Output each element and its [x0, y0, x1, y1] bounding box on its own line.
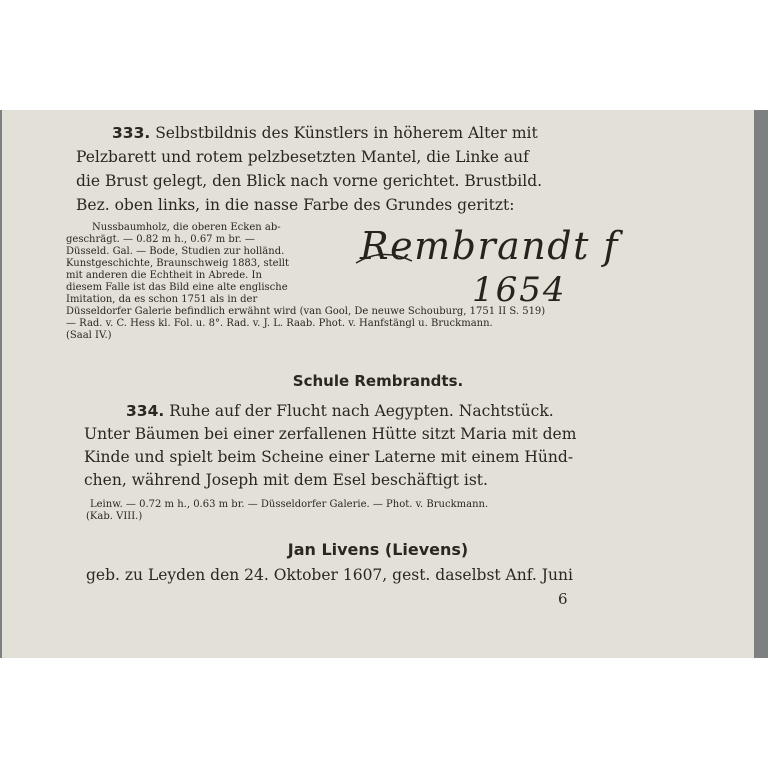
entry-334-line-1	[126, 400, 656, 422]
entry-333-line-2: Pelzbarett und rotem pelzbesetzten Mantel, die Linke auf	[76, 148, 529, 166]
entry-333-note: Düsseld. Gal. — Bode, Studien zur holländ.	[66, 246, 285, 257]
signature-year: 1654	[472, 270, 567, 307]
entry-334-line-4: chen, während Joseph mit dem Esel beschäftigt ist.	[84, 471, 488, 489]
entry-333-note: geschrägt. — 0.82 m h., 0.67 m br. —	[66, 234, 255, 245]
page-number: 6	[558, 590, 568, 608]
entry-333-note: diesem Falle ist das Bild eine alte englische	[66, 282, 288, 293]
section-heading-livens: Jan Livens (Lievens)	[287, 540, 469, 559]
entry-333-title: Selbstbildnis des Künstlers in höherem Alter mit	[155, 124, 538, 142]
entry-333-note: — Rad. v. C. Hess kl. Fol. u. 8°. Rad. v. J. L. Raab. Phot. v. Hanfstängl u. Bruckmann.	[66, 318, 493, 329]
rembrandt-signature	[352, 217, 632, 307]
book-page	[2, 110, 754, 658]
entry-334-note: (Kab. VIII.)	[86, 511, 143, 522]
entry-333-note: mit anderen die Echtheit in Abrede. In	[66, 270, 262, 281]
entry-334-line-2: Unter Bäumen bei einer zerfallenen Hütte sitzt Maria mit dem	[84, 425, 577, 443]
entry-334-title: Ruhe auf der Flucht nach Aegypten. Nachtstück.	[169, 402, 554, 420]
entry-333-number: 333.	[112, 124, 151, 142]
entry-333-note: Nussbaumholz, die oberen Ecken ab-	[92, 222, 281, 233]
entry-333-note: (Saal IV.)	[66, 330, 112, 341]
entry-333-note: Düsseldorfer Galerie befindlich erwähnt wird (van Gool, De neuwe Schouburg, 1751 II S. 519)	[66, 306, 546, 317]
entry-333-line-4: Bez. oben links, in die nasse Farbe des Grundes geritzt:	[76, 196, 515, 214]
entry-333-line-3: die Brust gelegt, den Blick nach vorne gerichtet. Brustbild.	[76, 172, 543, 190]
entry-333-note: Imitation, da es schon 1751 als in der	[66, 294, 258, 305]
livens-biography-line: geb. zu Leyden den 24. Oktober 1607, gest. daselbst Anf. Juni	[86, 566, 573, 584]
entry-334-note: Leinw. — 0.72 m h., 0.63 m br. — Düsseldorfer Galerie. — Phot. v. Bruckmann.	[90, 499, 489, 510]
entry-333-line-1	[112, 122, 656, 144]
entry-333-note: Kunstgeschichte, Braunschweig 1883, stellt	[66, 258, 289, 269]
entry-334-number: 334.	[126, 402, 165, 420]
entry-334-line-3: Kinde und spielt beim Scheine einer Laterne mit einem Hünd-	[84, 448, 574, 466]
signature-name: Rembrandt f	[360, 224, 619, 268]
section-heading-schule: Schule Rembrandts.	[292, 372, 464, 390]
